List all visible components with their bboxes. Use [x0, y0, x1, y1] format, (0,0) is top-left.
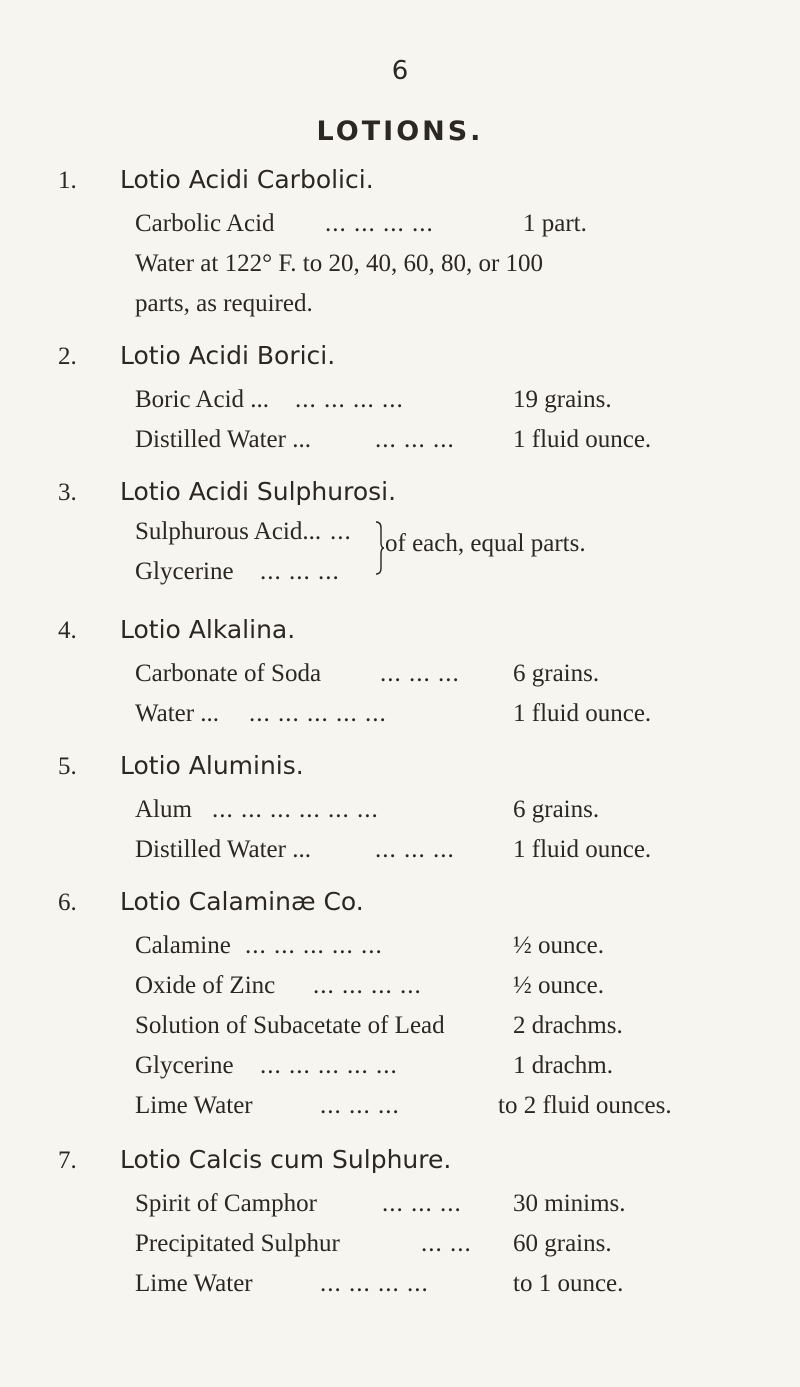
- section-title: Lotio Calcis cum Sulphure.: [120, 1145, 452, 1174]
- ingredient-name: Oxide of Zinc: [135, 972, 276, 999]
- section-heading: [58, 610, 295, 650]
- ingredient-quantity: 19 grains.: [513, 386, 612, 413]
- ingredient-quantity: 60 grains.: [513, 1230, 612, 1257]
- leader-dots: ... ...: [421, 1230, 472, 1257]
- leader-dots: ... ... ...: [260, 558, 340, 585]
- ingredient-name: Boric Acid ...: [135, 386, 270, 413]
- ingredient-name: Distilled Water ...: [135, 836, 311, 863]
- section-number: 1.: [58, 167, 77, 194]
- section-title: Lotio Acidi Carbolici.: [120, 165, 374, 194]
- page-number: 6: [391, 56, 409, 86]
- ingredient-row: [135, 830, 750, 870]
- leader-dots: ... ... ... ...: [313, 972, 422, 999]
- section-heading: [58, 882, 364, 922]
- section-number: 7.: [58, 1147, 77, 1174]
- leader-dots: ... ... ...: [320, 1092, 400, 1119]
- ingredient-row: [135, 1046, 750, 1086]
- section-title: Lotio Calaminæ Co.: [120, 887, 364, 916]
- ingredient-name: Distilled Water ...: [135, 426, 311, 453]
- ingredient-name: Glycerine: [135, 558, 234, 585]
- section-heading: [58, 746, 304, 786]
- leader-dots: ... ... ... ... ... ...: [212, 796, 379, 823]
- ingredient-name: Water ...: [135, 700, 220, 727]
- ingredient-quantity: ½ ounce.: [513, 972, 604, 999]
- leader-dots: ... ... ...: [375, 836, 455, 863]
- section-title: Lotio Alkalina.: [120, 615, 296, 644]
- brace-icon: [375, 520, 385, 576]
- ingredient-row: [135, 1086, 750, 1126]
- text-line: Water at 122° F. to 20, 40, 60, 80, or 100: [135, 250, 544, 277]
- ingredient-name: Glycerine: [135, 1052, 234, 1079]
- ingredient-quantity: ½ ounce.: [513, 932, 604, 959]
- ingredient-name: Sulphurous Acid...: [135, 518, 322, 545]
- leader-dots: ...: [330, 518, 352, 545]
- section-title: Lotio Aluminis.: [120, 751, 304, 780]
- section-title: Lotio Acidi Sulphurosi.: [120, 477, 397, 506]
- ingredient-name: Calamine: [135, 932, 231, 959]
- ingredient-name: Carbonate of Soda: [135, 660, 322, 687]
- ingredient-row: [135, 380, 750, 420]
- leader-dots: ... ... ... ... ...: [245, 932, 383, 959]
- ingredient-name: Lime Water: [135, 1270, 253, 1297]
- ingredient-quantity: to 2 fluid ounces.: [498, 1092, 672, 1119]
- leader-dots: ... ... ...: [375, 426, 455, 453]
- ingredient-quantity: 6 grains.: [513, 796, 600, 823]
- section-heading: [58, 472, 396, 512]
- ingredient-quantity: 1 part.: [523, 210, 587, 237]
- ingredient-row: [135, 790, 750, 830]
- section-heading: [58, 1140, 451, 1180]
- ingredient-name: Solution of Subacetate of Lead: [135, 1012, 445, 1039]
- ingredient-row: [135, 1006, 750, 1046]
- leader-dots: ... ... ... ...: [295, 386, 404, 413]
- section-title: Lotio Acidi Borici.: [120, 341, 336, 370]
- section-number: 5.: [58, 753, 77, 780]
- ingredient-row: [135, 1184, 750, 1224]
- ingredient-name: Alum: [135, 796, 192, 823]
- brace-note: of each, equal parts.: [385, 530, 586, 557]
- ingredient-row: [135, 926, 750, 966]
- ingredient-row: [135, 1264, 750, 1304]
- ingredient-row: [135, 420, 750, 460]
- page-title: LOTIONS.: [316, 116, 484, 147]
- section-number: 6.: [58, 889, 77, 916]
- leader-dots: ... ... ... ...: [320, 1270, 429, 1297]
- ingredient-quantity: 1 fluid ounce.: [513, 426, 652, 453]
- ingredient-name: Precipitated Sulphur: [135, 1230, 340, 1257]
- ingredient-row: [135, 694, 750, 734]
- leader-dots: ... ... ...: [382, 1190, 462, 1217]
- ingredient-name: Lime Water: [135, 1092, 253, 1119]
- leader-dots: ... ... ... ... ...: [249, 700, 387, 727]
- section-heading: [58, 160, 374, 200]
- ingredient-quantity: 30 minims.: [513, 1190, 626, 1217]
- ingredient-quantity: 2 drachms.: [513, 1012, 623, 1039]
- ingredient-quantity: 1 fluid ounce.: [513, 836, 652, 863]
- leader-dots: ... ... ...: [380, 660, 460, 687]
- section-number: 4.: [58, 617, 77, 644]
- ingredient-row: [135, 966, 750, 1006]
- ingredient-quantity: to 1 ounce.: [513, 1270, 624, 1297]
- ingredient-quantity: 1 drachm.: [513, 1052, 613, 1079]
- leader-dots: ... ... ... ...: [325, 210, 434, 237]
- ingredient-quantity: 6 grains.: [513, 660, 600, 687]
- section-number: 3.: [58, 479, 77, 506]
- ingredient-row: [135, 654, 750, 694]
- ingredient-row: [135, 1224, 750, 1264]
- ingredient-name: Spirit of Camphor: [135, 1190, 317, 1217]
- section-heading: [58, 336, 335, 376]
- text-line: parts, as required.: [135, 290, 313, 317]
- section-number: 2.: [58, 343, 77, 370]
- leader-dots: ... ... ... ... ...: [260, 1052, 398, 1079]
- ingredient-row: [135, 204, 750, 244]
- ingredient-name: Carbolic Acid: [135, 210, 275, 237]
- ingredient-quantity: 1 fluid ounce.: [513, 700, 652, 727]
